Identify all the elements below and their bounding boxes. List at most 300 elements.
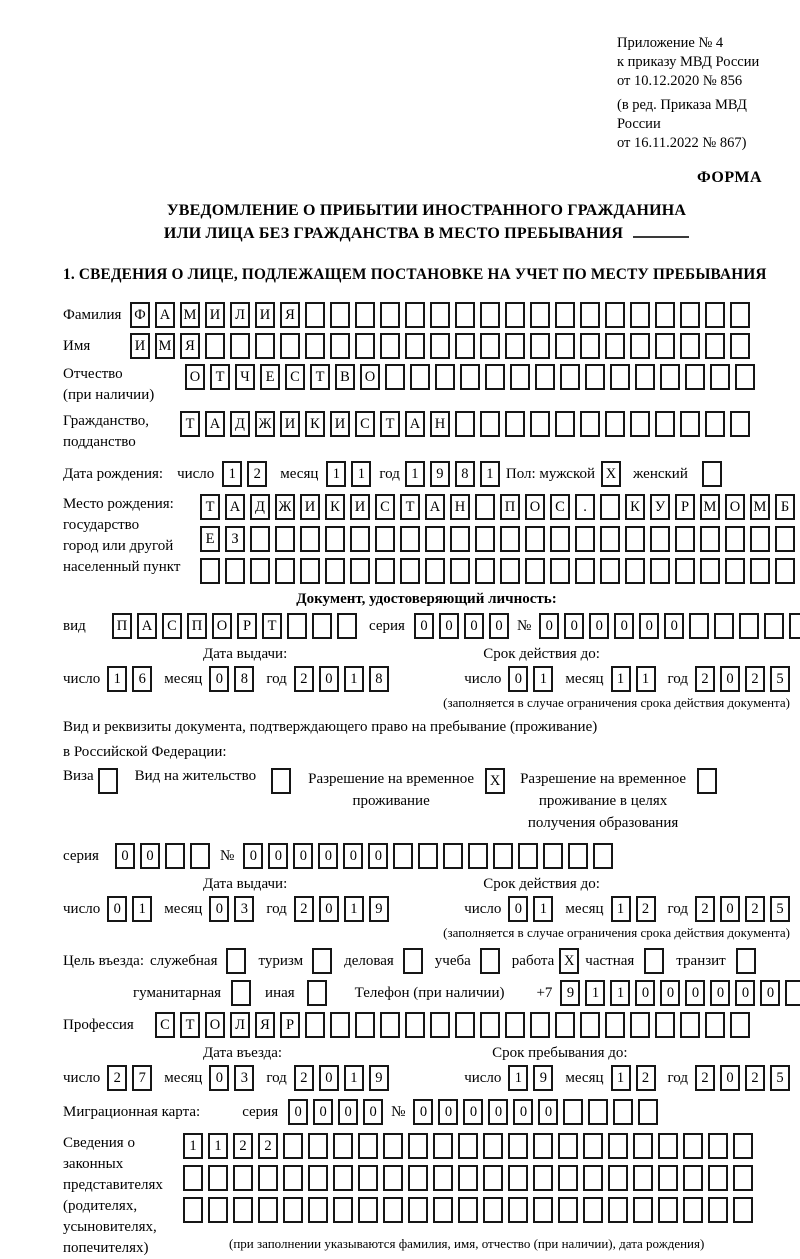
char-box[interactable]: 1	[636, 666, 656, 692]
char-box[interactable]	[405, 302, 425, 328]
char-box[interactable]	[305, 1012, 325, 1038]
char-box[interactable]	[625, 558, 645, 584]
char-box[interactable]: М	[750, 494, 770, 520]
char-box[interactable]	[789, 613, 800, 639]
char-box[interactable]: .	[575, 494, 595, 520]
char-box[interactable]	[308, 1165, 328, 1191]
char-box[interactable]: 0	[343, 843, 363, 869]
char-box[interactable]	[508, 1165, 528, 1191]
char-box[interactable]	[558, 1133, 578, 1159]
char-box[interactable]: П	[112, 613, 132, 639]
char-box[interactable]: 8	[455, 461, 475, 487]
char-box[interactable]: 5	[770, 896, 790, 922]
char-box[interactable]	[563, 1099, 583, 1125]
char-box[interactable]	[764, 613, 784, 639]
char-box[interactable]: С	[162, 613, 182, 639]
char-box[interactable]: 0	[664, 613, 684, 639]
char-box[interactable]: П	[187, 613, 207, 639]
checkbox-temp-residence-edu[interactable]	[697, 768, 717, 794]
char-box[interactable]	[250, 558, 270, 584]
char-box[interactable]	[785, 980, 800, 1006]
char-box[interactable]: 0	[589, 613, 609, 639]
char-box[interactable]	[733, 1197, 753, 1223]
char-box[interactable]	[605, 333, 625, 359]
char-box[interactable]: Т	[180, 411, 200, 437]
char-box[interactable]: 1	[611, 1065, 631, 1091]
char-box[interactable]	[675, 558, 695, 584]
char-box[interactable]	[660, 364, 680, 390]
char-box[interactable]	[725, 526, 745, 552]
char-box[interactable]	[425, 558, 445, 584]
char-box[interactable]: Т	[262, 613, 282, 639]
char-box[interactable]: 0	[508, 666, 528, 692]
char-box[interactable]	[588, 1099, 608, 1125]
char-box[interactable]: 9	[560, 980, 580, 1006]
char-box[interactable]	[483, 1197, 503, 1223]
char-box[interactable]	[635, 364, 655, 390]
char-box[interactable]	[510, 364, 530, 390]
char-box[interactable]	[700, 526, 720, 552]
char-box[interactable]	[775, 558, 795, 584]
char-box[interactable]	[358, 1197, 378, 1223]
char-box[interactable]	[483, 1165, 503, 1191]
char-box[interactable]: М	[700, 494, 720, 520]
char-box[interactable]: 7	[132, 1065, 152, 1091]
char-box[interactable]	[287, 613, 307, 639]
char-box[interactable]: К	[325, 494, 345, 520]
char-box[interactable]	[208, 1165, 228, 1191]
char-box[interactable]: 8	[369, 666, 389, 692]
char-box[interactable]: О	[185, 364, 205, 390]
char-box[interactable]: 0	[268, 843, 288, 869]
char-box[interactable]	[533, 1133, 553, 1159]
char-box[interactable]	[630, 333, 650, 359]
char-box[interactable]: 0	[488, 1099, 508, 1125]
char-box[interactable]	[205, 333, 225, 359]
char-box[interactable]: И	[300, 494, 320, 520]
char-box[interactable]	[550, 558, 570, 584]
char-box[interactable]: 1	[107, 666, 127, 692]
char-box[interactable]	[355, 302, 375, 328]
char-box[interactable]: 2	[107, 1065, 127, 1091]
char-box[interactable]: И	[330, 411, 350, 437]
char-box[interactable]	[725, 558, 745, 584]
char-box[interactable]: 0	[209, 896, 229, 922]
char-box[interactable]: А	[425, 494, 445, 520]
char-box[interactable]	[658, 1165, 678, 1191]
char-box[interactable]	[505, 333, 525, 359]
char-box[interactable]	[555, 411, 575, 437]
char-box[interactable]	[730, 411, 750, 437]
char-box[interactable]	[230, 333, 250, 359]
char-box[interactable]	[435, 364, 455, 390]
char-box[interactable]	[468, 843, 488, 869]
char-box[interactable]	[600, 494, 620, 520]
char-box[interactable]: 6	[132, 666, 152, 692]
char-box[interactable]	[733, 1133, 753, 1159]
char-box[interactable]	[375, 558, 395, 584]
char-box[interactable]: Т	[210, 364, 230, 390]
char-box[interactable]	[305, 302, 325, 328]
char-box[interactable]	[190, 843, 210, 869]
char-box[interactable]	[775, 526, 795, 552]
char-box[interactable]	[710, 364, 730, 390]
char-box[interactable]	[325, 558, 345, 584]
checkbox-study[interactable]	[480, 948, 500, 974]
char-box[interactable]	[350, 526, 370, 552]
checkbox-official[interactable]	[226, 948, 246, 974]
char-box[interactable]	[480, 411, 500, 437]
char-box[interactable]	[655, 302, 675, 328]
char-box[interactable]	[358, 1133, 378, 1159]
char-box[interactable]: Т	[400, 494, 420, 520]
char-box[interactable]	[638, 1099, 658, 1125]
char-box[interactable]	[225, 558, 245, 584]
char-box[interactable]	[312, 613, 332, 639]
char-box[interactable]: О	[212, 613, 232, 639]
char-box[interactable]: Б	[775, 494, 795, 520]
char-box[interactable]	[518, 843, 538, 869]
char-box[interactable]	[683, 1165, 703, 1191]
char-box[interactable]	[258, 1165, 278, 1191]
char-box[interactable]: 2	[233, 1133, 253, 1159]
char-box[interactable]	[633, 1133, 653, 1159]
char-box[interactable]	[250, 526, 270, 552]
char-box[interactable]: Т	[380, 411, 400, 437]
char-box[interactable]	[385, 364, 405, 390]
char-box[interactable]: А	[405, 411, 425, 437]
char-box[interactable]	[305, 333, 325, 359]
char-box[interactable]	[730, 333, 750, 359]
char-box[interactable]	[400, 526, 420, 552]
char-box[interactable]	[683, 1197, 703, 1223]
char-box[interactable]	[568, 843, 588, 869]
checkbox-humanitarian[interactable]	[231, 980, 251, 1006]
char-box[interactable]	[383, 1165, 403, 1191]
char-box[interactable]	[580, 302, 600, 328]
char-box[interactable]	[183, 1197, 203, 1223]
char-box[interactable]	[408, 1133, 428, 1159]
char-box[interactable]	[655, 1012, 675, 1038]
char-box[interactable]	[337, 613, 357, 639]
char-box[interactable]	[258, 1197, 278, 1223]
char-box[interactable]: 0	[288, 1099, 308, 1125]
char-box[interactable]: 0	[319, 1065, 339, 1091]
char-box[interactable]	[700, 558, 720, 584]
char-box[interactable]: 0	[489, 613, 509, 639]
char-box[interactable]	[455, 333, 475, 359]
char-box[interactable]: 0	[413, 1099, 433, 1125]
title-blank-line[interactable]	[633, 225, 689, 238]
char-box[interactable]: К	[305, 411, 325, 437]
char-box[interactable]	[475, 526, 495, 552]
char-box[interactable]	[425, 526, 445, 552]
char-box[interactable]: И	[350, 494, 370, 520]
char-box[interactable]	[450, 526, 470, 552]
char-box[interactable]: Т	[310, 364, 330, 390]
char-box[interactable]: 9	[533, 1065, 553, 1091]
char-box[interactable]	[405, 333, 425, 359]
char-box[interactable]	[730, 1012, 750, 1038]
char-box[interactable]	[355, 1012, 375, 1038]
char-box[interactable]	[333, 1165, 353, 1191]
char-box[interactable]	[580, 411, 600, 437]
char-box[interactable]	[675, 526, 695, 552]
checkbox-transit[interactable]	[736, 948, 756, 974]
char-box[interactable]	[380, 333, 400, 359]
char-box[interactable]	[380, 302, 400, 328]
char-box[interactable]	[530, 411, 550, 437]
char-box[interactable]	[625, 526, 645, 552]
char-box[interactable]	[580, 1012, 600, 1038]
char-box[interactable]	[458, 1165, 478, 1191]
char-box[interactable]: 3	[234, 1065, 254, 1091]
char-box[interactable]: С	[285, 364, 305, 390]
char-box[interactable]: С	[550, 494, 570, 520]
char-box[interactable]: 0	[639, 613, 659, 639]
char-box[interactable]: 1	[480, 461, 500, 487]
char-box[interactable]	[630, 1012, 650, 1038]
char-box[interactable]: С	[355, 411, 375, 437]
char-box[interactable]: Р	[675, 494, 695, 520]
char-box[interactable]	[558, 1197, 578, 1223]
char-box[interactable]: А	[205, 411, 225, 437]
char-box[interactable]	[555, 333, 575, 359]
char-box[interactable]: 0	[508, 896, 528, 922]
char-box[interactable]: Д	[250, 494, 270, 520]
char-box[interactable]	[683, 1133, 703, 1159]
char-box[interactable]	[633, 1197, 653, 1223]
char-box[interactable]	[714, 613, 734, 639]
char-box[interactable]: 0	[319, 896, 339, 922]
char-box[interactable]: И	[280, 411, 300, 437]
char-box[interactable]	[533, 1197, 553, 1223]
char-box[interactable]	[430, 302, 450, 328]
char-box[interactable]: Ч	[235, 364, 255, 390]
char-box[interactable]	[355, 333, 375, 359]
char-box[interactable]: В	[335, 364, 355, 390]
char-box[interactable]: 0	[614, 613, 634, 639]
char-box[interactable]: 1	[351, 461, 371, 487]
char-box[interactable]	[330, 1012, 350, 1038]
char-box[interactable]	[280, 333, 300, 359]
char-box[interactable]	[680, 1012, 700, 1038]
char-box[interactable]: 0	[115, 843, 135, 869]
char-box[interactable]	[330, 302, 350, 328]
char-box[interactable]	[535, 364, 555, 390]
char-box[interactable]: 0	[564, 613, 584, 639]
char-box[interactable]: 0	[760, 980, 780, 1006]
char-box[interactable]	[480, 333, 500, 359]
char-box[interactable]	[410, 364, 430, 390]
char-box[interactable]	[580, 333, 600, 359]
char-box[interactable]	[383, 1133, 403, 1159]
char-box[interactable]	[705, 302, 725, 328]
char-box[interactable]	[525, 526, 545, 552]
char-box[interactable]: А	[225, 494, 245, 520]
char-box[interactable]: А	[155, 302, 175, 328]
char-box[interactable]: Р	[237, 613, 257, 639]
char-box[interactable]	[275, 526, 295, 552]
char-box[interactable]: 2	[294, 666, 314, 692]
char-box[interactable]	[480, 302, 500, 328]
char-box[interactable]	[680, 411, 700, 437]
char-box[interactable]: З	[225, 526, 245, 552]
checkbox-visa[interactable]	[98, 768, 118, 794]
char-box[interactable]: Н	[450, 494, 470, 520]
char-box[interactable]	[233, 1165, 253, 1191]
char-box[interactable]: 1	[405, 461, 425, 487]
char-box[interactable]: 0	[685, 980, 705, 1006]
char-box[interactable]	[655, 333, 675, 359]
char-box[interactable]	[233, 1197, 253, 1223]
char-box[interactable]	[380, 1012, 400, 1038]
char-box[interactable]	[455, 302, 475, 328]
char-box[interactable]	[400, 558, 420, 584]
char-box[interactable]: 0	[140, 843, 160, 869]
char-box[interactable]: 1	[611, 666, 631, 692]
char-box[interactable]	[730, 302, 750, 328]
char-box[interactable]	[455, 411, 475, 437]
char-box[interactable]	[705, 1012, 725, 1038]
char-box[interactable]: 2	[695, 896, 715, 922]
char-box[interactable]: П	[500, 494, 520, 520]
char-box[interactable]	[455, 1012, 475, 1038]
char-box[interactable]	[633, 1165, 653, 1191]
char-box[interactable]: 0	[243, 843, 263, 869]
char-box[interactable]: 0	[414, 613, 434, 639]
char-box[interactable]	[308, 1197, 328, 1223]
char-box[interactable]: Ж	[275, 494, 295, 520]
char-box[interactable]	[350, 558, 370, 584]
char-box[interactable]: 2	[745, 666, 765, 692]
char-box[interactable]: 1	[208, 1133, 228, 1159]
char-box[interactable]	[750, 526, 770, 552]
char-box[interactable]: 2	[745, 1065, 765, 1091]
char-box[interactable]	[433, 1133, 453, 1159]
char-box[interactable]: Е	[200, 526, 220, 552]
char-box[interactable]: 2	[294, 896, 314, 922]
checkbox-temp-residence[interactable]: X	[485, 768, 505, 794]
char-box[interactable]: Е	[260, 364, 280, 390]
char-box[interactable]: 3	[234, 896, 254, 922]
char-box[interactable]	[375, 526, 395, 552]
char-box[interactable]: 2	[247, 461, 267, 487]
char-box[interactable]	[383, 1197, 403, 1223]
char-box[interactable]: 1	[132, 896, 152, 922]
char-box[interactable]	[458, 1197, 478, 1223]
char-box[interactable]	[583, 1133, 603, 1159]
char-box[interactable]: 9	[430, 461, 450, 487]
char-box[interactable]	[555, 302, 575, 328]
char-box[interactable]	[530, 1012, 550, 1038]
char-box[interactable]: 0	[293, 843, 313, 869]
char-box[interactable]: 2	[636, 896, 656, 922]
char-box[interactable]	[608, 1165, 628, 1191]
char-box[interactable]: К	[625, 494, 645, 520]
char-box[interactable]: 0	[209, 666, 229, 692]
char-box[interactable]: 0	[363, 1099, 383, 1125]
char-box[interactable]: 8	[234, 666, 254, 692]
char-box[interactable]: О	[205, 1012, 225, 1038]
char-box[interactable]	[358, 1165, 378, 1191]
char-box[interactable]	[433, 1165, 453, 1191]
char-box[interactable]	[430, 1012, 450, 1038]
char-box[interactable]: Ф	[130, 302, 150, 328]
char-box[interactable]	[308, 1133, 328, 1159]
char-box[interactable]: 0	[439, 613, 459, 639]
checkbox-female[interactable]	[702, 461, 722, 487]
char-box[interactable]	[530, 302, 550, 328]
char-box[interactable]: 1	[533, 666, 553, 692]
char-box[interactable]	[605, 302, 625, 328]
char-box[interactable]	[505, 302, 525, 328]
char-box[interactable]: 0	[735, 980, 755, 1006]
char-box[interactable]: У	[650, 494, 670, 520]
char-box[interactable]: О	[360, 364, 380, 390]
char-box[interactable]: М	[155, 333, 175, 359]
char-box[interactable]: 1	[344, 1065, 364, 1091]
char-box[interactable]: 1	[611, 896, 631, 922]
char-box[interactable]	[393, 843, 413, 869]
char-box[interactable]	[333, 1133, 353, 1159]
char-box[interactable]	[418, 843, 438, 869]
char-box[interactable]: 1	[508, 1065, 528, 1091]
char-box[interactable]	[283, 1197, 303, 1223]
char-box[interactable]	[558, 1165, 578, 1191]
char-box[interactable]: Т	[180, 1012, 200, 1038]
char-box[interactable]	[575, 558, 595, 584]
char-box[interactable]: 2	[745, 896, 765, 922]
char-box[interactable]	[708, 1197, 728, 1223]
char-box[interactable]: 1	[222, 461, 242, 487]
checkbox-tourism[interactable]	[312, 948, 332, 974]
char-box[interactable]: И	[255, 302, 275, 328]
char-box[interactable]: 0	[539, 613, 559, 639]
char-box[interactable]	[505, 411, 525, 437]
char-box[interactable]	[475, 558, 495, 584]
char-box[interactable]	[430, 333, 450, 359]
char-box[interactable]	[283, 1165, 303, 1191]
char-box[interactable]: Я	[280, 302, 300, 328]
char-box[interactable]	[658, 1133, 678, 1159]
char-box[interactable]: 2	[294, 1065, 314, 1091]
char-box[interactable]	[200, 558, 220, 584]
char-box[interactable]	[605, 411, 625, 437]
char-box[interactable]	[283, 1133, 303, 1159]
char-box[interactable]	[550, 526, 570, 552]
char-box[interactable]: Л	[230, 1012, 250, 1038]
char-box[interactable]	[650, 526, 670, 552]
char-box[interactable]	[583, 1165, 603, 1191]
char-box[interactable]	[408, 1197, 428, 1223]
char-box[interactable]: И	[130, 333, 150, 359]
char-box[interactable]	[450, 558, 470, 584]
char-box[interactable]: 0	[720, 1065, 740, 1091]
char-box[interactable]: 1	[533, 896, 553, 922]
char-box[interactable]: 0	[338, 1099, 358, 1125]
char-box[interactable]: 0	[660, 980, 680, 1006]
char-box[interactable]: Л	[230, 302, 250, 328]
char-box[interactable]	[533, 1165, 553, 1191]
char-box[interactable]	[560, 364, 580, 390]
char-box[interactable]	[685, 364, 705, 390]
char-box[interactable]	[458, 1133, 478, 1159]
checkbox-work[interactable]: X	[559, 948, 579, 974]
checkbox-male[interactable]: X	[601, 461, 621, 487]
char-box[interactable]	[525, 558, 545, 584]
char-box[interactable]	[739, 613, 759, 639]
